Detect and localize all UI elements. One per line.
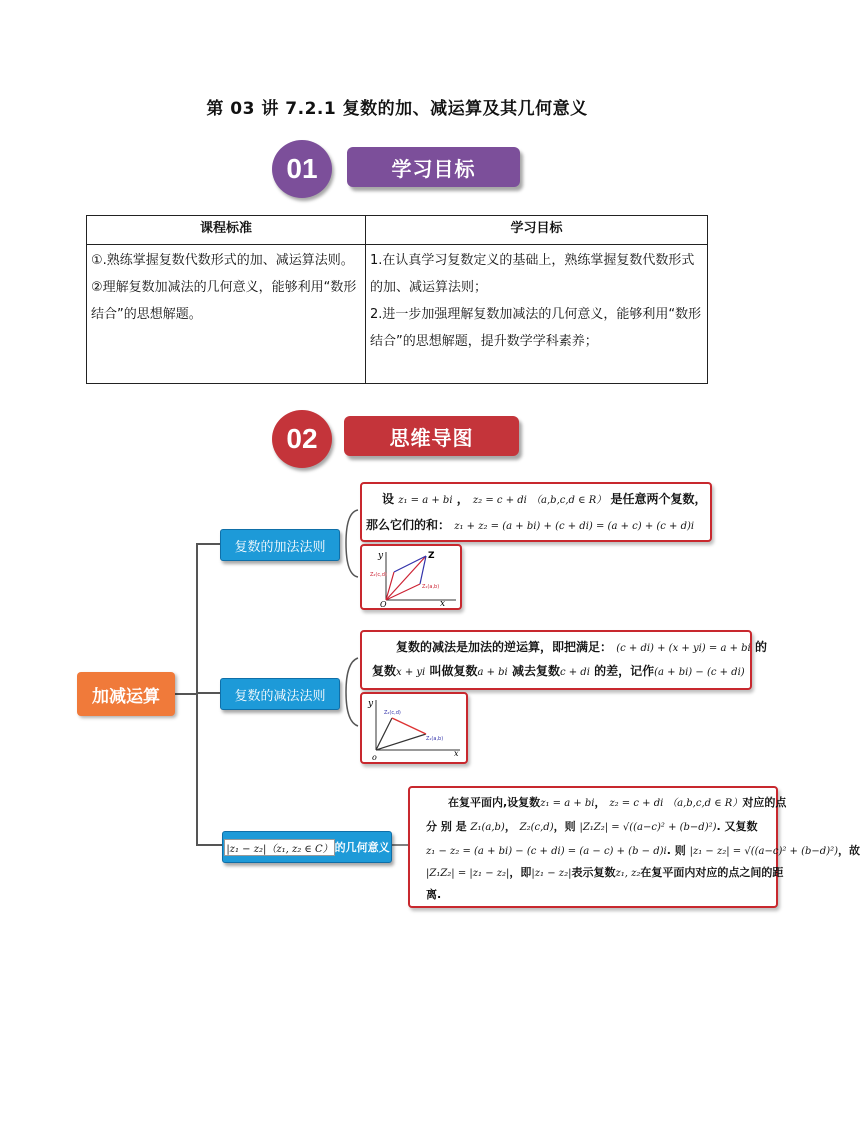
text: 设 <box>382 492 395 506</box>
branch-subtraction-rule: 复数的减法法则 <box>220 678 340 710</box>
list-item: 2.进一步加强理解复数加减法的几何意义，能够利用“数形结合”的思想解题，提升数学学科素养； <box>370 307 702 349</box>
math-formula: z₁ + z₂ = (a + bi) + (c + di) = (a + c) + (c + d)i <box>454 521 695 532</box>
math-formula: z₁ − z₂ = (a + bi) − (c + di) = (a − c) + (b − d)i <box>426 846 667 857</box>
table-header: 课程标准 <box>87 216 366 245</box>
math-expr: |z₁ − z₂| <box>531 868 572 879</box>
text: 减去复数 <box>511 664 560 678</box>
text: 在复平面内对应的点之间的距 <box>640 866 784 879</box>
axis-label: x <box>440 599 446 609</box>
math-expr: |z₁ − z₂|（z₁, z₂ ∈ C） <box>224 839 334 856</box>
page-title: 第 03 讲 7.2.1 复数的加、减运算及其几何意义 <box>206 99 588 119</box>
math-expr: z₂ = c + di <box>472 495 527 506</box>
math-expr: (a + bi) − (c + di) <box>654 667 745 678</box>
math-formula: |z₁ − z₂| = √((a−c)² + (b−d)²) <box>689 846 839 857</box>
math-expr: （a,b,c,d ∈ R） <box>531 495 607 506</box>
subtraction-rule-box <box>360 630 767 690</box>
math-expr: z₁ = a + bi <box>540 798 595 809</box>
point-label: Z <box>428 551 435 561</box>
subtraction-vector-figure <box>362 694 466 762</box>
text: ， <box>504 820 516 833</box>
addition-figure-box <box>360 544 462 610</box>
table-header: 学习目标 <box>366 216 708 245</box>
text: 表示复数 <box>571 866 616 879</box>
point-label: Z₂(c,d) <box>384 710 401 716</box>
text: 的差，记作 <box>594 664 655 678</box>
text: 是任意两个复数， <box>610 492 707 506</box>
math-expr: Z₁(a,b) <box>470 822 505 833</box>
math-expr: x + yi <box>396 667 426 678</box>
point-label: Z₁(a,b) <box>426 736 444 742</box>
axis-label: y <box>378 551 384 561</box>
text: 分 别 是 <box>426 820 467 833</box>
list-item: 1.在认真学习复数定义的基础上，熟练掌握复数代数形式的加、减运算法则； <box>370 253 695 295</box>
text: 对应的点 <box>742 796 787 809</box>
axis-label: x <box>454 749 459 758</box>
math-expr: （a,b,c,d ∈ R） <box>667 798 743 809</box>
origin-label: O <box>380 600 387 609</box>
list-item: ②理解复数加减法的几何意义，能够利用“数形结合”的思想解题。 <box>91 280 357 322</box>
subtraction-figure-box <box>360 692 468 764</box>
text: 叫做复数 <box>429 664 478 678</box>
text: 在复平面内,设复数 <box>448 796 541 809</box>
axis-label: y <box>368 699 374 709</box>
math-expr: z₂ = c + di <box>609 798 664 809</box>
text: 那么它们的和： <box>366 518 451 532</box>
math-expr: |Z₁Z₂| = |z₁ − z₂| <box>426 868 510 879</box>
origin-label: o <box>372 753 377 762</box>
math-formula: |Z₁Z₂| = √((a−c)² + (b−d)²) <box>579 822 717 833</box>
text: 复数的减法是加法的逆运算，即把满足： <box>396 640 613 654</box>
addition-rule-box <box>360 482 712 542</box>
section-number-badge: 01 <box>272 140 332 198</box>
geometric-meaning-box <box>408 786 860 908</box>
text: 离. <box>426 888 442 901</box>
list-item: ①.熟练掌握复数代数形式的加、减运算法则。 <box>91 253 354 268</box>
text: 的 <box>754 640 767 654</box>
math-expr: (c + di) + (x + yi) = a + bi <box>616 643 751 654</box>
point-label: Z₂(c,d) <box>370 572 387 578</box>
text: ，故 <box>838 844 860 857</box>
math-expr: z₁ = a + bi <box>398 495 453 506</box>
math-expr: Z₂(c,d) <box>519 822 554 833</box>
section-heading-mind-map: 思维导图 <box>344 416 519 456</box>
text: 复数 <box>372 664 397 678</box>
text: . 则 <box>666 844 686 857</box>
point-label: Z₁(a,b) <box>422 584 440 590</box>
text: ，则 <box>553 820 576 833</box>
branch-addition-rule: 复数的加法法则 <box>220 529 340 561</box>
section-number-badge: 02 <box>272 410 332 468</box>
section-heading-learning-goals: 学习目标 <box>347 147 520 187</box>
root-node: 加减运算 <box>77 672 175 716</box>
math-expr: c + di <box>559 667 590 678</box>
text: ， <box>594 796 606 809</box>
text: . 又复数 <box>716 820 758 833</box>
branch-geometric-meaning <box>222 831 392 863</box>
addition-vector-figure <box>362 546 460 608</box>
text: 的几何意义 <box>334 841 390 854</box>
math-expr: z₁, z₂ <box>615 868 641 879</box>
math-expr: a + bi <box>477 667 508 678</box>
text: ，即 <box>509 866 532 879</box>
text: ， <box>456 492 469 506</box>
